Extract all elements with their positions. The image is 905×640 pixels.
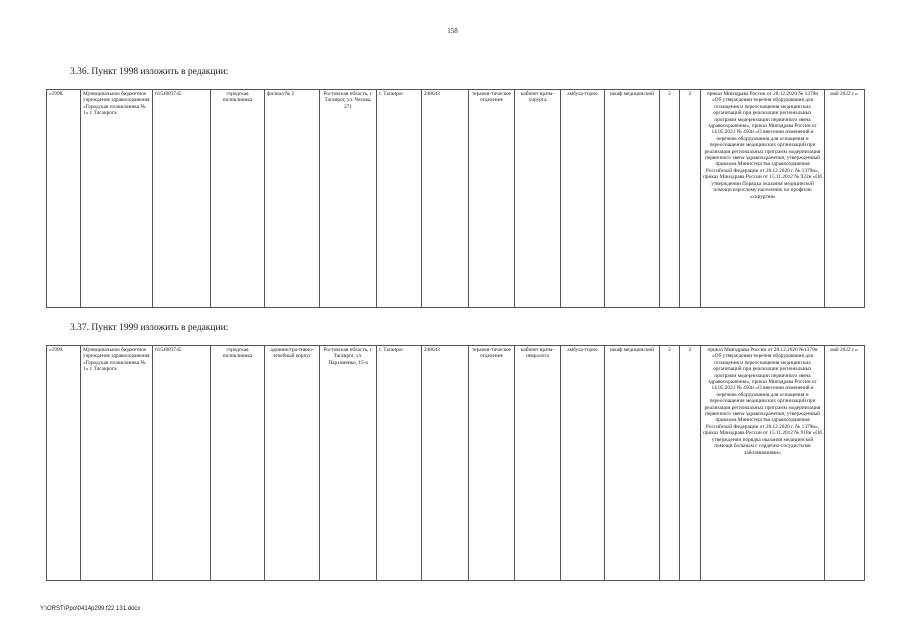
cell-org: Муниципальное бюджетное учреждение здравоохранения «Городская поликлиника № 1» г. Таганрога (81, 90, 153, 308)
cell-num: «1999. (47, 346, 81, 581)
cell-code: 248643 (422, 90, 469, 308)
file-path-footer: Y:\ORST\Ppo\0414p299.f22 131.docx (40, 606, 141, 612)
cell-inn: 6154083745 (153, 90, 211, 308)
cell-date: май 2022 г.». (825, 90, 865, 308)
cell-address: Ростовская область, г. Таганрог, ул. Пархоменко, 15-а (320, 346, 377, 581)
section-heading-1999: 3.37. Пункт 1999 изложить в редакции: (70, 323, 229, 333)
cell-qty1: 2 (660, 346, 680, 581)
cell-care: амбула-торно (561, 90, 605, 308)
cell-type: городская поликлиника (211, 346, 265, 581)
cell-code: 248643 (422, 346, 469, 581)
cell-basis: приказ Минздрава России от 28.12.2020 № 1379н «Об утверждении перечня оборудования для оснащения и переоснащения медицинских организаций при реализации региональных программ модернизации первичного звена здравоохранения», приказ Минздрава России от 14.05.2021 № 450н «О внесении изменений в перечень оборудования для оснащения и переоснащения медицинских организаций при реализации региональных программ модернизации первичного звена здравоохранения, утвержденный приказом Министерства здравоохранения Российской Федерации от 28.12.2020 г. № 1379н», приказ Минздрава России от 15.11.2012 № 922н «Об утверждении Порядка оказания медицинской помощи взрослому населению по профилю «хирургия» (701, 90, 825, 308)
section-heading-1998: 3.36. Пункт 1998 изложить в редакции: (70, 67, 229, 77)
cell-subdivision: администра-тивно-лечебный корпус (265, 346, 320, 581)
cell-room: кабинет врача-невролога (515, 346, 561, 581)
cell-dept: терапев-тическое отделение (469, 346, 515, 581)
cell-date: май 2022 г.». (825, 346, 865, 581)
register-table-1998 (46, 89, 865, 308)
cell-care: амбула-торно (561, 346, 605, 581)
cell-org: Муниципальное бюджетное учреждение здравоохранения «Городская поликлиника № 1» г. Таганрога (81, 346, 153, 581)
page-number: 158 (447, 27, 458, 35)
cell-num: «1998. (47, 90, 81, 308)
table-row (47, 346, 865, 581)
cell-equipment: шкаф медицинский (605, 346, 660, 581)
register-table-1999 (46, 345, 865, 581)
cell-basis: приказ Минздрава России от 28.12.2020 №1379н «Об утверждении перечня оборудования для оснащения и переоснащения медицинских организаций при реализации региональных программ модернизации первичного звена здравоохранения», приказ Минздрава России от 14.05.2021 № 450н «О внесении изменений в перечень оборудования для оснащения и переоснащения медицинских организаций при реализации региональных программ модернизации первичного звена здравоохранения, утвержденный приказом Министерства здравоохранения Российской Федерации от 28.12.2020 г. № 1379н», приказ Минздрава России от 15.11.2012 № 918н «Об утверждении порядка оказания медицинской помощи больным с сердечно-сосудистыми заболеваниями» (701, 346, 825, 581)
cell-qty1: 2 (660, 90, 680, 308)
cell-dept: терапев-тическое отделение (469, 90, 515, 308)
cell-type: городская поликлиника (211, 90, 265, 308)
cell-city: г. Таганрог (377, 346, 422, 581)
cell-room: кабинет врача-хирурга (515, 90, 561, 308)
cell-qty2: 2 (680, 346, 701, 581)
cell-inn: 6154083745 (153, 346, 211, 581)
cell-qty2: 2 (680, 90, 701, 308)
cell-subdivision: филиал № 2 (265, 90, 320, 308)
table-row (47, 90, 865, 308)
cell-equipment: шкаф медицинский (605, 90, 660, 308)
cell-address: Ростовская область, г. Таганрог, ул. Чехова, 271 (320, 90, 377, 308)
cell-city: г. Таганрог (377, 90, 422, 308)
